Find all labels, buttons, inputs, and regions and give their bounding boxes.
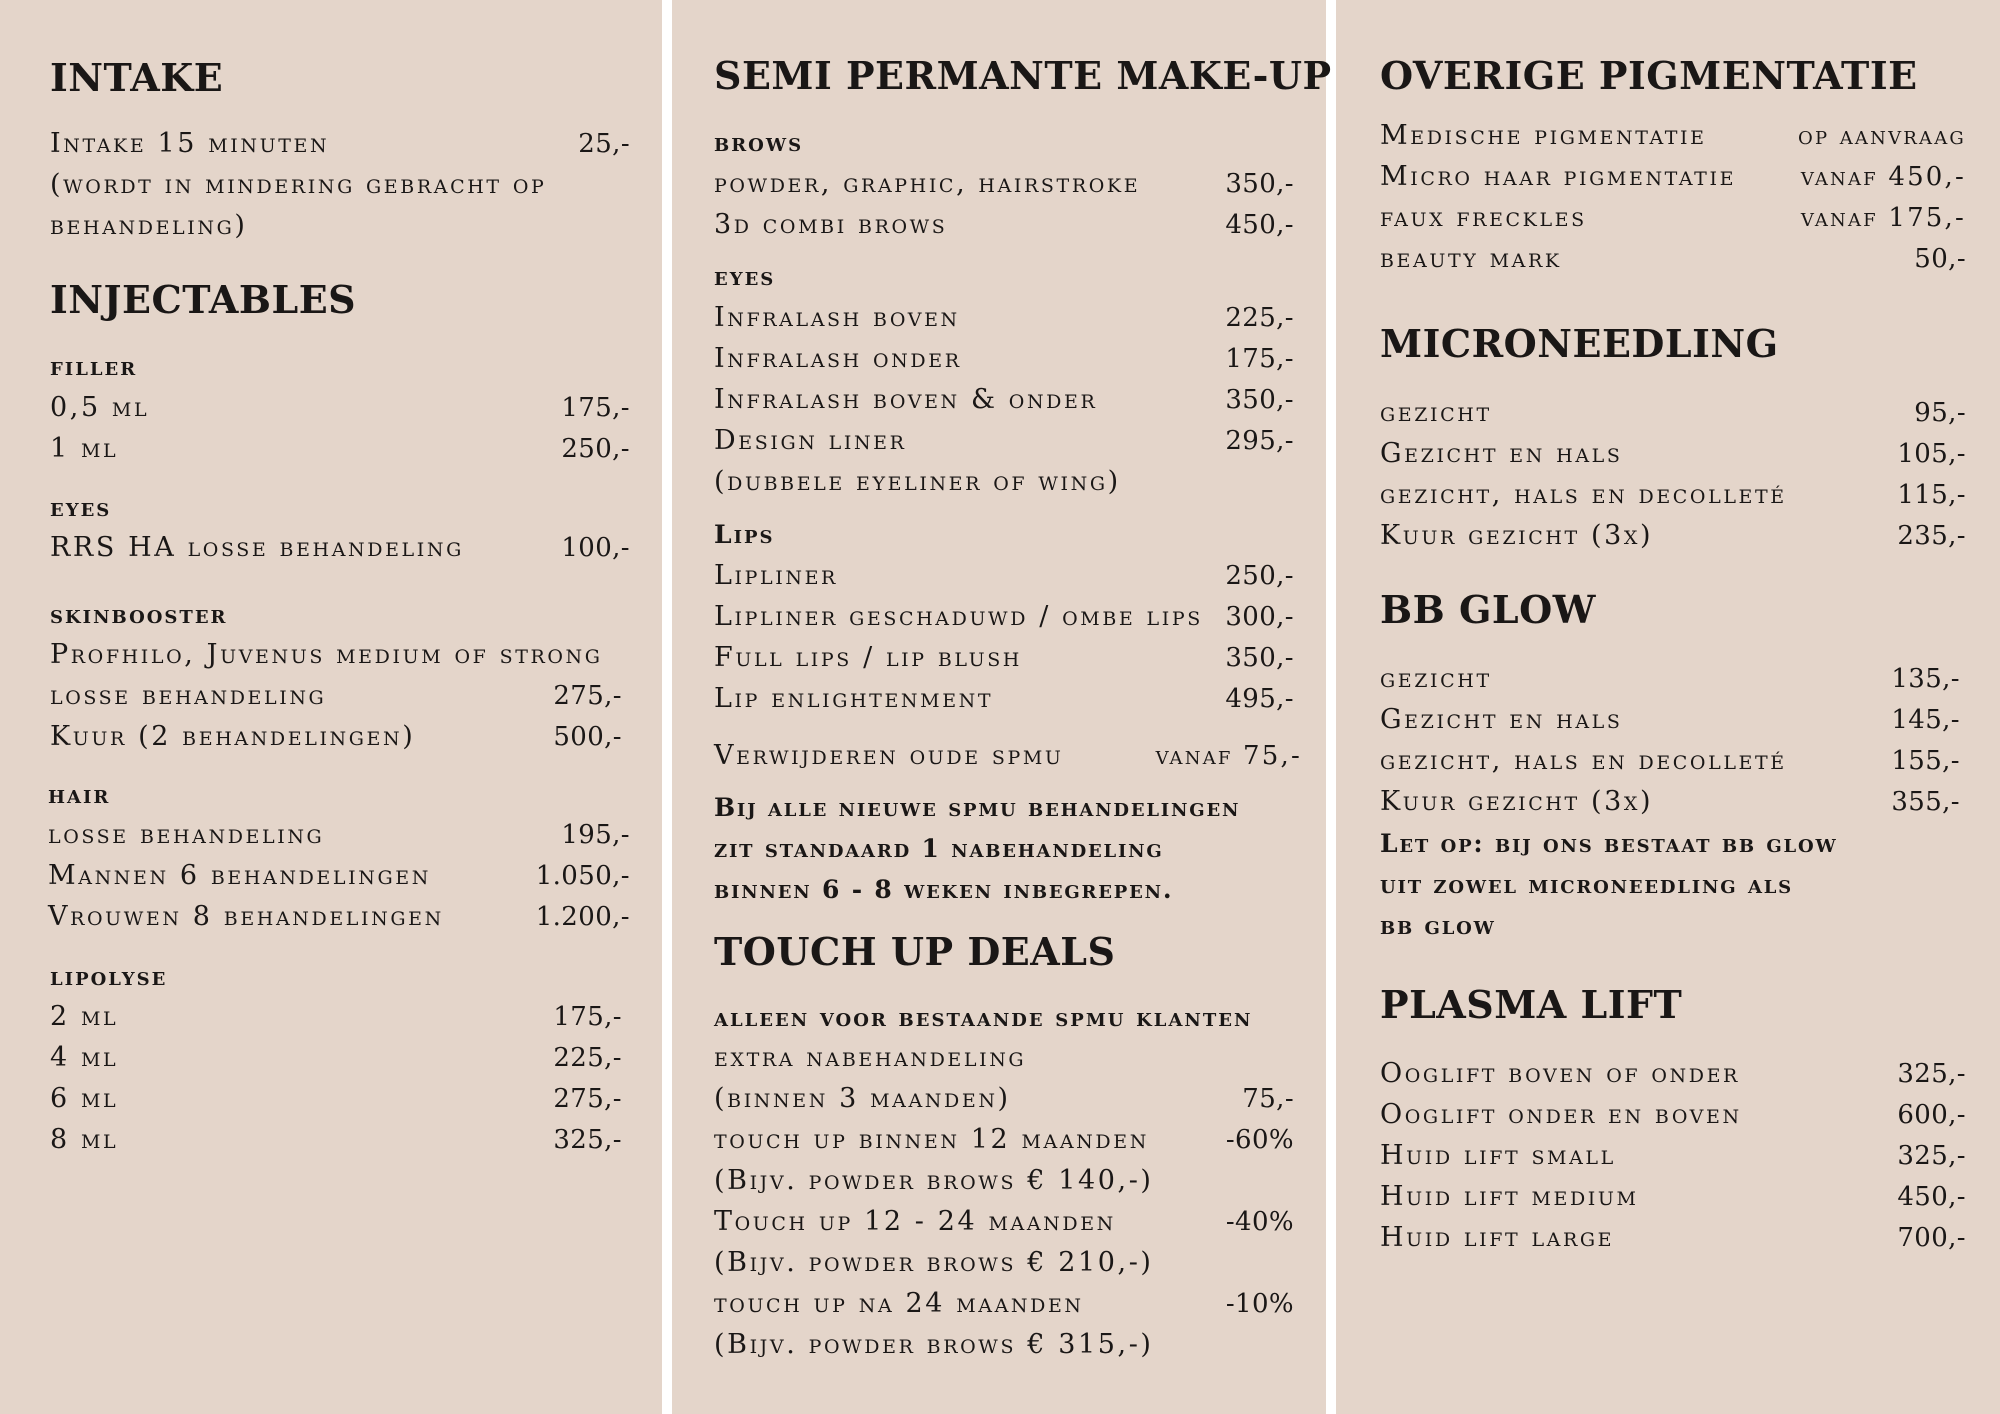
item-label: Vrouwen 8 behandelingen bbox=[48, 901, 444, 932]
item-price: 115,- bbox=[1897, 480, 1966, 510]
item-price: vanaf 175,- bbox=[1800, 203, 1966, 233]
item-label: losse behandeling bbox=[50, 680, 327, 711]
item-price: -60% bbox=[1225, 1125, 1294, 1155]
item-price: 145,- bbox=[1891, 705, 1960, 735]
subsection-title-eyes: eyes bbox=[714, 262, 776, 291]
item-label: Verwijderen oude spmu bbox=[714, 740, 1064, 771]
item-label: Huid lift medium bbox=[1380, 1181, 1639, 1212]
item-label: gezicht, hals en decolleté bbox=[1380, 745, 1787, 776]
item-label: Lip enlightenment bbox=[714, 683, 994, 714]
item-label: extra nabehandeling bbox=[714, 1042, 1027, 1073]
item-label: Infralash boven & onder bbox=[714, 384, 1098, 415]
item-label: 1 ml bbox=[50, 433, 119, 464]
item-price: 1.050,- bbox=[535, 861, 630, 891]
item-label: 6 ml bbox=[50, 1083, 119, 1114]
item-label: RRS HA losse behandeling bbox=[50, 532, 464, 563]
item-label: Design liner bbox=[714, 425, 907, 456]
item-label: 0,5 ml bbox=[50, 392, 150, 423]
item-label: Ooglift boven of onder bbox=[1380, 1058, 1740, 1089]
item-label: gezicht bbox=[1380, 397, 1492, 428]
section-title-overige-pigmentatie: OVERIGE PIGMENTATIE bbox=[1380, 53, 1918, 98]
bb-glow-note-line: Let op: bij ons bestaat bb glow bbox=[1380, 829, 1838, 858]
item-label: 2 ml bbox=[50, 1001, 119, 1032]
bb-glow-note-line: uit zowel microneedling als bbox=[1380, 870, 1793, 899]
item-label: powder, graphic, hairstroke bbox=[714, 168, 1141, 199]
section-title-plasma-lift: PLASMA LIFT bbox=[1380, 982, 1683, 1027]
item-price: op aanvraag bbox=[1797, 121, 1966, 151]
subsection-title-skinbooster: skinbooster bbox=[50, 600, 228, 629]
item-price: 175,- bbox=[561, 393, 630, 423]
item-label: 4 ml bbox=[50, 1042, 119, 1073]
item-price: 350,- bbox=[1225, 385, 1294, 415]
item-label: Kuur gezicht (3x) bbox=[1380, 786, 1654, 817]
item-price: 495,- bbox=[1225, 684, 1294, 714]
item-label: 3d combi brows bbox=[714, 209, 948, 240]
item-label: Ooglift onder en boven bbox=[1380, 1099, 1742, 1130]
item-label: touch up binnen 12 maanden bbox=[714, 1124, 1149, 1155]
item-price: 25,- bbox=[578, 129, 630, 159]
item-label: Huid lift small bbox=[1380, 1140, 1616, 1171]
item-note: behandeling) bbox=[50, 210, 248, 241]
item-label: Infralash boven bbox=[714, 302, 960, 333]
section-title-touchup: TOUCH UP DEALS bbox=[714, 929, 1116, 974]
item-label: Profhilo, Juvenus medium of strong bbox=[50, 639, 603, 670]
item-price: 450,- bbox=[1897, 1182, 1966, 1212]
item-price: 300,- bbox=[1225, 602, 1294, 632]
item-price: 175,- bbox=[1225, 344, 1294, 374]
item-price: 175,- bbox=[553, 1002, 622, 1032]
item-label: Lipliner geschaduwd / ombe lips bbox=[714, 601, 1203, 632]
column-spmu-touchup bbox=[672, 0, 1332, 1414]
item-label: Mannen 6 behandelingen bbox=[48, 860, 431, 891]
spmu-note-line: binnen 6 - 8 weken inbegrepen. bbox=[714, 875, 1174, 904]
subsection-title-filler: filler bbox=[50, 352, 138, 381]
section-title-bb-glow: BB GLOW bbox=[1380, 587, 1596, 632]
item-price: 1.200,- bbox=[535, 902, 630, 932]
item-price: vanaf 75,- bbox=[1155, 741, 1302, 771]
item-label: touch up na 24 maanden bbox=[714, 1288, 1084, 1319]
item-price: 155,- bbox=[1891, 746, 1960, 776]
item-price: 450,- bbox=[1225, 210, 1294, 240]
bb-glow-note-line: bb glow bbox=[1380, 911, 1496, 940]
item-price: 250,- bbox=[561, 434, 630, 464]
item-price: -10% bbox=[1225, 1289, 1294, 1319]
item-price: 50,- bbox=[1914, 244, 1966, 274]
item-label: Full lips / lip blush bbox=[714, 642, 1022, 673]
item-label: Micro haar pigmentatie bbox=[1380, 161, 1737, 192]
item-note: (wordt in mindering gebracht op bbox=[50, 169, 547, 200]
item-note: (dubbele eyeliner of wing) bbox=[714, 466, 1121, 497]
subsection-title-brows: brows bbox=[714, 128, 804, 157]
section-title-intake: INTAKE bbox=[50, 55, 224, 100]
item-price: 105,- bbox=[1897, 439, 1966, 469]
item-price: vanaf 450,- bbox=[1800, 162, 1966, 192]
section-title-spmu: SEMI PERMANTE MAKE-UP bbox=[714, 53, 1332, 98]
spmu-note-line: zit standaard 1 nabehandeling bbox=[714, 834, 1164, 863]
item-price: 235,- bbox=[1897, 521, 1966, 551]
item-price: -40% bbox=[1225, 1207, 1294, 1237]
subsection-title-lips: Lips bbox=[714, 520, 775, 549]
item-price: 275,- bbox=[553, 1084, 622, 1114]
item-price: 135,- bbox=[1891, 664, 1960, 694]
item-price: 350,- bbox=[1225, 169, 1294, 199]
item-price: 500,- bbox=[553, 722, 622, 752]
item-label: Gezicht en hals bbox=[1380, 438, 1623, 469]
item-note: (Bijv. powder brows € 210,-) bbox=[714, 1247, 1154, 1278]
item-price: 600,- bbox=[1897, 1100, 1966, 1130]
item-price: 225,- bbox=[553, 1043, 622, 1073]
item-label: Kuur gezicht (3x) bbox=[1380, 520, 1654, 551]
section-title-microneedling: MICRONEEDLING bbox=[1380, 321, 1779, 366]
item-label: (binnen 3 maanden) bbox=[714, 1083, 1011, 1114]
item-price: 700,- bbox=[1897, 1223, 1966, 1253]
item-price: 325,- bbox=[553, 1125, 622, 1155]
item-label: Intake 15 minuten bbox=[50, 128, 330, 159]
item-price: 350,- bbox=[1225, 643, 1294, 673]
item-label: Touch up 12 - 24 maanden bbox=[714, 1206, 1116, 1237]
item-label: gezicht bbox=[1380, 663, 1492, 694]
item-price: 225,- bbox=[1225, 303, 1294, 333]
item-label: beauty mark bbox=[1380, 243, 1562, 274]
item-label: 8 ml bbox=[50, 1124, 119, 1155]
subsection-title-lipolyse: lipolyse bbox=[50, 962, 168, 991]
item-label: Gezicht en hals bbox=[1380, 704, 1623, 735]
item-label: gezicht, hals en decolleté bbox=[1380, 479, 1787, 510]
touchup-subtitle: alleen voor bestaande spmu klanten bbox=[714, 1003, 1253, 1032]
item-note: (Bijv. powder brows € 140,-) bbox=[714, 1165, 1154, 1196]
item-price: 195,- bbox=[561, 820, 630, 850]
item-price: 295,- bbox=[1225, 426, 1294, 456]
section-title-injectables: INJECTABLES bbox=[50, 277, 357, 322]
subsection-title-hair: hair bbox=[48, 780, 111, 809]
subsection-title-eyes: eyes bbox=[50, 493, 112, 522]
spmu-note-line: Bij alle nieuwe spmu behandelingen bbox=[714, 793, 1241, 822]
column-pigmentation-treatments bbox=[1336, 0, 2000, 1414]
item-price: 275,- bbox=[553, 681, 622, 711]
item-label: Lipliner bbox=[714, 560, 838, 591]
item-price: 250,- bbox=[1225, 561, 1294, 591]
item-price: 355,- bbox=[1891, 787, 1960, 817]
item-label: Infralash onder bbox=[714, 343, 962, 374]
item-label: Huid lift large bbox=[1380, 1222, 1615, 1253]
item-label: Kuur (2 behandelingen) bbox=[50, 721, 416, 752]
item-label: faux freckles bbox=[1380, 202, 1587, 233]
column-intake-injectables bbox=[0, 0, 662, 1414]
item-label: losse behandeling bbox=[48, 819, 325, 850]
item-price: 325,- bbox=[1897, 1059, 1966, 1089]
item-price: 325,- bbox=[1897, 1141, 1966, 1171]
item-price: 75,- bbox=[1242, 1084, 1294, 1114]
item-label: Medische pigmentatie bbox=[1380, 120, 1707, 151]
item-note: (Bijv. powder brows € 315,-) bbox=[714, 1329, 1154, 1360]
item-price: 95,- bbox=[1914, 398, 1966, 428]
item-price: 100,- bbox=[561, 533, 630, 563]
